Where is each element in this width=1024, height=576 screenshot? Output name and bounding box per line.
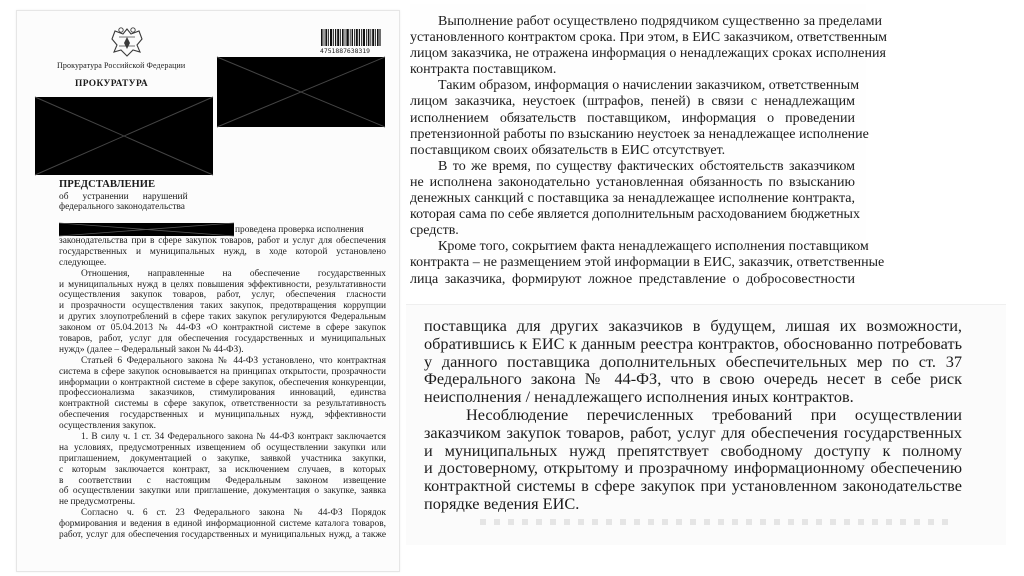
body-line: в соответствии с настоящим Федеральным законом извещение bbox=[59, 475, 386, 486]
body-line: исполнением обязательств поставщиком, информация о проведении bbox=[410, 110, 855, 126]
barcode-number: 4751887638319 bbox=[320, 47, 371, 55]
left-document-page bbox=[16, 10, 400, 572]
body-line: Согласно ч. 6 ст. 23 Федерального закона № 44-ФЗ Порядок bbox=[81, 508, 386, 519]
body-line: установленного контрактом срока. При этом, в ЕИС заказчиком, ответственным bbox=[410, 30, 888, 46]
body-line: средств. bbox=[410, 223, 459, 239]
body-line: законом от 05.04.2013 № 44-ФЗ «О контрактной системе в сфере закупок bbox=[59, 323, 386, 334]
body-line: с которым заключается контракт, за исключением случаев, в которых bbox=[59, 464, 386, 475]
body-line: и муниципальных нужд препятствует свободному доступу к полному bbox=[424, 440, 962, 460]
body-line: Выполнение работ осуществлено подрядчиком существенно за пределами bbox=[438, 14, 882, 29]
body-line: не исполнена законодательно установленная обязанность по взысканию bbox=[410, 174, 855, 190]
body-line: контракта – не размещением этой информации в ЕИС, заказчик, ответственные bbox=[410, 255, 885, 271]
emblem-icon bbox=[109, 25, 145, 59]
body-line: поставщиком своих обязательств в ЕИС отсутствует. bbox=[410, 142, 726, 158]
body-line: проведена проверка исполнения bbox=[235, 225, 364, 235]
body-line: осуществления закупок. bbox=[59, 421, 156, 432]
body-line: обеспечения государственных и муниципальных нужд, эффективности bbox=[59, 410, 386, 421]
body-line: претензионной работы по взысканию неустоек за ненадлежащее исполнение bbox=[410, 126, 869, 142]
document-subject bbox=[59, 192, 188, 213]
body-line: обратившись к ЕИС к данным реестра контрактов, обоснованно потребовать bbox=[424, 333, 962, 353]
cut-off-line bbox=[480, 519, 950, 525]
body-line: поставщика для других заказчиков в будущем, лишая их возможности, bbox=[424, 316, 962, 335]
right-bottom-fragment bbox=[406, 304, 1006, 545]
body-line: и достоверному, открытому и прозрачному информационному обеспечению bbox=[424, 458, 962, 478]
body-line: Федерального закона № 44-ФЗ, что в свою очередь несет в себе риск bbox=[424, 369, 962, 389]
body-line: система в сфере закупок основывается на принципах открытости, прозрачности bbox=[59, 366, 386, 377]
right-top-fragment bbox=[410, 4, 888, 287]
body-line: законодательства при в сфере закупок товаров, работ и услуг для обеспечения bbox=[59, 236, 386, 246]
body-line: Кроме того, сокрытием факта ненадлежащего исполнения поставщиком bbox=[438, 239, 869, 255]
right-top-text bbox=[410, 14, 888, 288]
body-line: которая сама по себе является дополнительным расходованием бюджетных bbox=[410, 207, 860, 223]
body-line: не предусмотрены. bbox=[59, 497, 136, 508]
left-body-text bbox=[59, 236, 386, 541]
redacted-block bbox=[217, 57, 385, 127]
body-line: приглашением, документацией о закупке, заявкой участника закупки, bbox=[59, 453, 386, 464]
body-line: лицом заказчика, не отражена информация о ненадлежащих сроках исполнения bbox=[410, 46, 886, 62]
subject-line: об устранении нарушений bbox=[59, 192, 188, 202]
body-line: лицом заказчика, неустоек (штрафов, пеней) в связи с ненадлежащим bbox=[410, 94, 855, 110]
body-line: и муниципальных нужд в целях повышения эффективности, результативности bbox=[59, 279, 386, 290]
body-line: информации о контрактной системе в сфере закупок, обеспечения конкуренции, bbox=[59, 377, 386, 388]
redacted-block bbox=[35, 97, 213, 175]
subject-line: федерального законодательства bbox=[59, 202, 185, 213]
body-line: неисполнения / ненадлежащего исполнения иных контрактов. bbox=[424, 387, 854, 407]
document-title: ПРЕДСТАВЛЕНИЕ bbox=[59, 179, 156, 190]
body-line: контрактной системы в сфере закупок при установленном законодательстве bbox=[424, 476, 962, 496]
body-line: работ, услуг для обеспечения государственных и муниципальных нужд, а также bbox=[59, 530, 386, 541]
body-line: государственных и муниципальных нужд, в ходе которой установлено bbox=[59, 246, 386, 257]
body-line: заказчиком закупок товаров, работ, услуг для обеспечения государственных bbox=[424, 422, 962, 442]
body-line: Несоблюдение перечисленных требований при осуществлении bbox=[466, 404, 962, 424]
body-line: следующее. bbox=[59, 257, 107, 268]
body-line: и других злоупотреблений в сфере таких закупок регулируются Федеральным bbox=[59, 312, 386, 323]
body-line: Отношения, направленные на обеспечение государственных bbox=[81, 268, 386, 279]
body-line: лица заказчика, формируют ложное представление о добросовестности bbox=[410, 271, 855, 287]
right-bottom-text bbox=[424, 317, 962, 513]
body-line: контрактной системы в сфере закупок, ответственности за результативность bbox=[59, 399, 386, 410]
body-line: профессионализма заказчиков, стимулирования инноваций, единства bbox=[59, 388, 386, 399]
body-line: у данного поставщика дополнительных обеспечительных мер по ст. 37 bbox=[424, 351, 962, 371]
agency-short: ПРОКУРАТУРА bbox=[75, 79, 149, 89]
agency-name: Прокуратура Российской Федерации bbox=[57, 61, 186, 70]
redacted-block bbox=[59, 223, 234, 236]
body-line: контракта поставщиком. bbox=[410, 62, 557, 78]
body-line: порядке ведения ЕИС. bbox=[424, 493, 580, 513]
body-line: на условиях, предусмотренных извещением об осуществлении закупки или bbox=[59, 442, 386, 453]
body-line: Статьей 6 Федерального закона № 44-ФЗ установлено, что контрактная bbox=[81, 355, 386, 366]
body-line: осуществления закупок товаров, работ, услуг, обеспечения гласности bbox=[59, 290, 386, 301]
body-line: Таким образом, информация о начислении заказчиком, ответственным bbox=[438, 78, 860, 94]
body-line: денежных санкций с поставщика за ненадлежащее исполнение контракта, bbox=[410, 191, 855, 207]
body-line: В то же время, по существу фактических обстоятельств заказчиком bbox=[438, 158, 855, 174]
body-line: формирования и ведения в единой информационной системе каталога товаров, bbox=[59, 519, 386, 530]
body-line: нужд» (далее – Федеральный закон № 44-ФЗ). bbox=[59, 344, 244, 355]
body-line: и прозрачности осуществления таких закупок, предотвращения коррупции bbox=[59, 301, 386, 312]
body-line: товаров, работ, услуг для обеспечения государственных и муниципальных bbox=[59, 334, 386, 345]
body-line: об осуществлении закупки или приглашение, документация о закупке, заявка bbox=[59, 486, 386, 497]
body-line: 1. В силу ч. 1 ст. 34 Федерального закона № 44-ФЗ контракт заключается bbox=[81, 432, 386, 443]
